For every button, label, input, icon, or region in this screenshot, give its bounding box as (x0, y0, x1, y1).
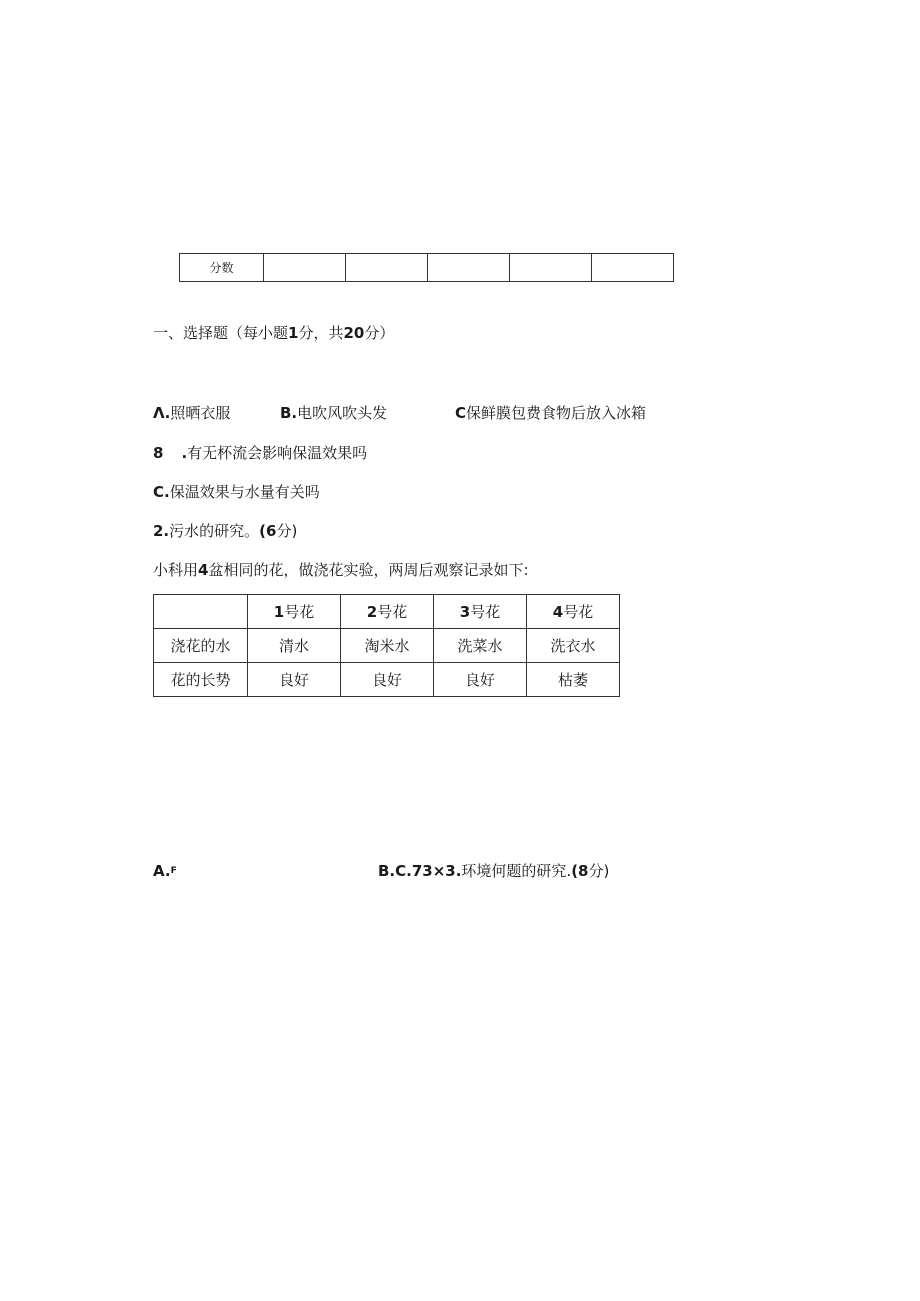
option-text: 照晒衣服 (170, 404, 231, 422)
question-number: 2. (153, 522, 170, 540)
score-table (179, 253, 674, 282)
score-row (180, 254, 674, 282)
item-number: 8 (153, 444, 164, 462)
table-row (154, 663, 620, 697)
score-cell (592, 254, 674, 282)
question-text: 环境何题的研究. (461, 862, 572, 880)
flower-number: 1 (273, 603, 285, 621)
score-cell (346, 254, 428, 282)
section-number-value: 1 (288, 324, 299, 342)
flower-header-row (154, 595, 620, 629)
table-cell: 良好 (341, 663, 434, 697)
section-text: 分，共 (298, 324, 344, 342)
row-label: 浇花的水 (154, 629, 248, 663)
score-cell (264, 254, 346, 282)
section-number: 一、 (153, 324, 184, 342)
option-text: 电吹风吹头发 (297, 404, 388, 422)
question-two (153, 521, 297, 541)
item-text: 有无杯流会影响保温效果吗 (187, 444, 368, 462)
table-cell: 枯萎 (527, 663, 620, 697)
score-cell (428, 254, 510, 282)
item-eight (153, 443, 367, 463)
item-dot: . (181, 444, 188, 462)
question-score: (6 (259, 522, 277, 540)
option-letter: C (455, 404, 467, 422)
intro-text: 小科用 (153, 561, 199, 579)
option-c (455, 403, 646, 423)
option-text: 保鲜膜包费食物后放入冰箱 (466, 404, 647, 422)
table-row (154, 629, 620, 663)
experiment-intro (153, 560, 529, 580)
table-cell: 洗菜水 (434, 629, 527, 663)
option-letter: B. (280, 404, 298, 422)
bottom-question-three (378, 861, 609, 881)
section-text: 分） (364, 324, 395, 342)
item-text: 保温效果与水量有关吗 (169, 483, 320, 501)
flower-header-cell (434, 595, 527, 629)
flower-label: 号花 (284, 603, 315, 621)
table-cell: 清水 (248, 629, 341, 663)
flower-label: 号花 (470, 603, 501, 621)
table-cell: 良好 (434, 663, 527, 697)
option-a (153, 403, 230, 423)
flower-number: 2 (366, 603, 378, 621)
question-score-end: 分) (588, 862, 610, 880)
row-label: 花的长势 (154, 663, 248, 697)
option-superscript: F (170, 866, 177, 876)
question-score: (8 (571, 862, 589, 880)
flower-header-cell (248, 595, 341, 629)
flower-number: 3 (459, 603, 471, 621)
item-c (153, 482, 320, 502)
flower-label: 号花 (377, 603, 408, 621)
table-cell: 淘米水 (341, 629, 434, 663)
intro-text: 盆相同的花，做浇花实验，两周后观察记录如下: (208, 561, 529, 579)
table-cell: 洗衣水 (527, 629, 620, 663)
score-label: 分数 (180, 254, 264, 282)
flower-header-cell (341, 595, 434, 629)
question-prefix: B.C.73×3. (378, 862, 462, 880)
flower-header-empty (154, 595, 248, 629)
question-score-end: 分) (276, 522, 298, 540)
item-letter: C. (153, 483, 170, 501)
flower-table (153, 594, 620, 697)
flower-label: 号花 (563, 603, 594, 621)
section-number-value: 20 (343, 324, 365, 342)
intro-number: 4 (198, 561, 209, 579)
score-cell (510, 254, 592, 282)
option-b (280, 403, 387, 423)
section-text: 选择题（每小题 (183, 324, 289, 342)
option-letter: Λ. (153, 404, 171, 422)
question-text: 污水的研究。 (169, 522, 260, 540)
flower-number: 4 (552, 603, 564, 621)
section-one-heading (153, 323, 394, 343)
option-letter: A. (153, 862, 171, 880)
table-cell: 良好 (248, 663, 341, 697)
bottom-option-a (153, 861, 177, 881)
flower-header-cell (527, 595, 620, 629)
